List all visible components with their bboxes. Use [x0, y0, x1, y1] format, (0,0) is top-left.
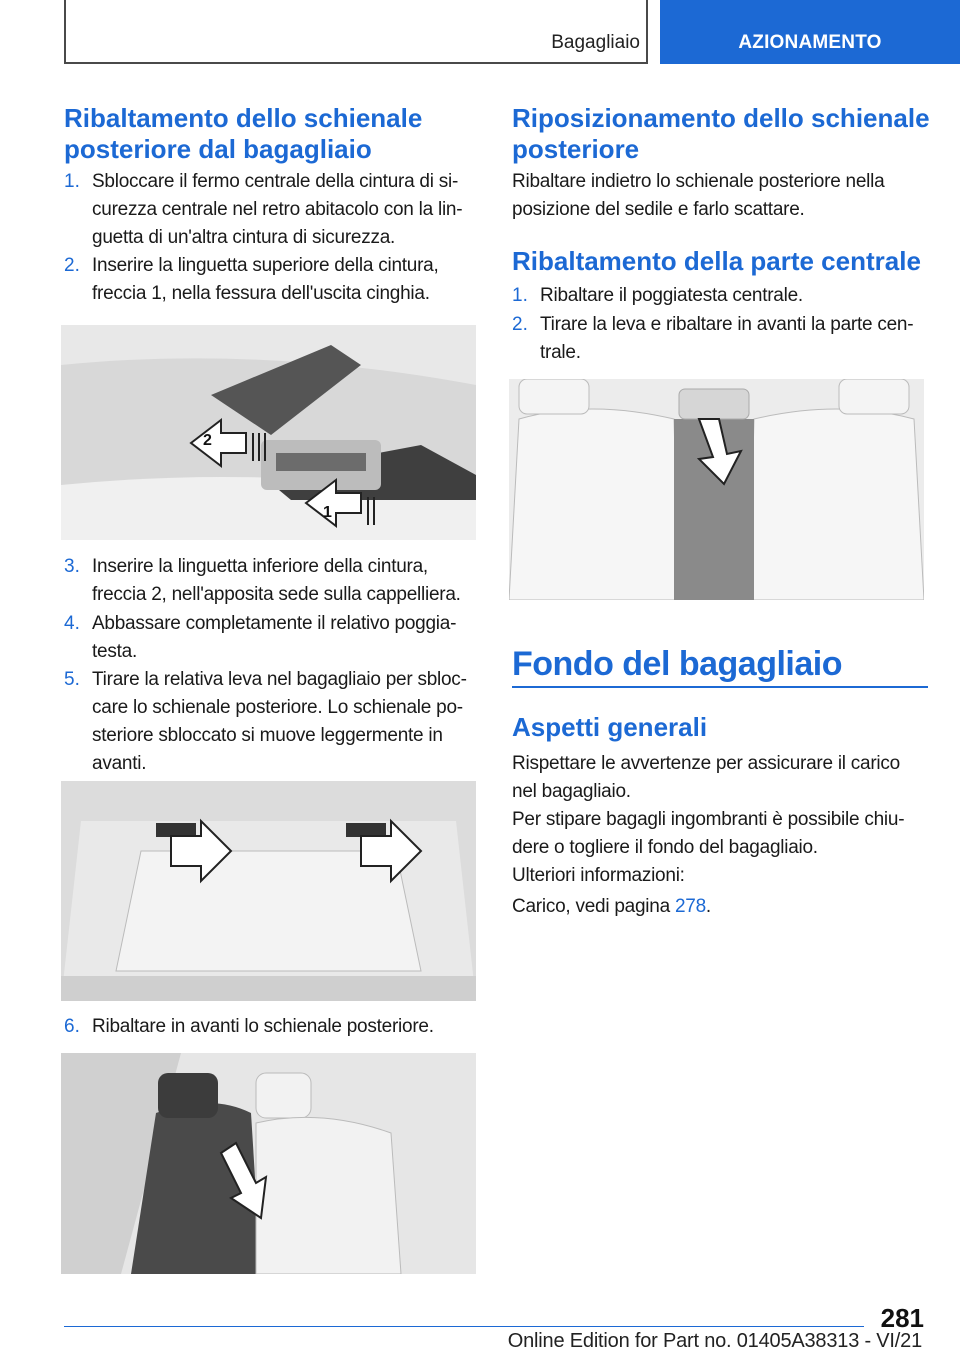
- step-text: Tirare la relativa leva nel bagagliaio per sbloccare lo schienale posteriore. Lo schienale posteriore sbloccato si muove leggermente in avanti.: [92, 669, 467, 774]
- step-number: 1.: [512, 285, 528, 306]
- subheading-block: [512, 712, 928, 743]
- header-chapter-label: AZIONAMENTO: [738, 32, 882, 53]
- step-number: 2.: [64, 255, 80, 276]
- subheading: Aspetti generali: [512, 712, 708, 742]
- ref-suffix: .: [705, 896, 711, 917]
- right-heading2-block: [512, 246, 952, 277]
- chapter-title: Fondo del bagagliaio: [512, 645, 842, 683]
- left-heading-block: [64, 103, 484, 165]
- para-reference: [512, 893, 928, 921]
- step-2: [64, 252, 476, 308]
- arrow-label-2: 2: [203, 432, 212, 449]
- step-text: Ribaltare il poggiatesta centrale.: [540, 285, 803, 306]
- step-text: Ribaltare in avanti lo schienale posteriore.: [92, 1016, 434, 1037]
- header-section-title: Bagagliaio: [551, 32, 640, 53]
- step-6: [64, 1013, 476, 1041]
- para-more-info: Ulteriori informazioni:: [512, 865, 685, 886]
- step-3: [64, 553, 476, 609]
- chapter-rule: [512, 686, 928, 688]
- right-heading1-block: [512, 103, 932, 165]
- right-heading1: Riposizionamento dello schienale posteriore: [512, 103, 930, 164]
- arrow-label-1: 1: [323, 504, 332, 521]
- step-text: Inserire la linguetta inferiore della cintura, freccia 2, nell'apposita sede sulla cappelliera.: [92, 556, 461, 605]
- right-step-2: [512, 311, 928, 367]
- header-chapter-tab[interactable]: [660, 0, 960, 64]
- page-number: 281: [880, 1303, 924, 1333]
- step-4: [64, 610, 476, 666]
- step-number: 4.: [64, 613, 80, 634]
- step-number: 2.: [512, 314, 528, 335]
- step-text: Sbloccare il fermo centrale della cintura di sicurezza centrale nel retro abitacolo con la linguetta di un'altra cintura di sicurezza.: [92, 171, 463, 248]
- step-1: [64, 168, 476, 252]
- step-number: 6.: [64, 1016, 80, 1037]
- right-para1: Ribaltare indietro lo schienale posteriore nella posizione del sedile e farlo scattare.: [512, 171, 885, 220]
- step-text: Tirare la leva e ribaltare in avanti la parte centrale.: [540, 314, 914, 363]
- right-heading2: Ribaltamento della parte centrale: [512, 246, 921, 276]
- header-frame: [64, 0, 648, 64]
- para-warning: Rispettare le avvertenze per assicurare il carico nel bagagliaio.: [512, 753, 900, 802]
- figure-trunk-levers: [61, 781, 476, 1001]
- figure-belt-insertion: [61, 325, 476, 540]
- ref-page-link[interactable]: 278: [674, 896, 706, 917]
- para-floor: Per stipare bagagli ingombranti è possibile chiudere o togliere il fondo del bagagliaio.: [512, 809, 905, 858]
- step-5: [64, 666, 476, 778]
- footer-edition: Online Edition for Part no. 01405A38313 - VI/21: [507, 1330, 922, 1352]
- chapter-title-block: [512, 644, 928, 684]
- step-text: Inserire la linguetta superiore della cintura, freccia 1, nella fessura dell'uscita cinghia.: [92, 255, 439, 304]
- step-number: 1.: [64, 171, 80, 192]
- figure-fold-seat: [61, 1053, 476, 1274]
- right-step-1: [512, 282, 928, 310]
- step-number: 3.: [64, 556, 80, 577]
- ref-prefix: Carico, vedi pagina: [512, 896, 675, 917]
- figure-center-section: [509, 379, 924, 600]
- left-heading: Ribaltamento dello schienale posteriore dal bagagliaio: [64, 103, 423, 164]
- footer-rule: [64, 1326, 864, 1327]
- step-text: Abbassare completamente il relativo poggiatesta.: [92, 613, 457, 662]
- step-number: 5.: [64, 669, 80, 690]
